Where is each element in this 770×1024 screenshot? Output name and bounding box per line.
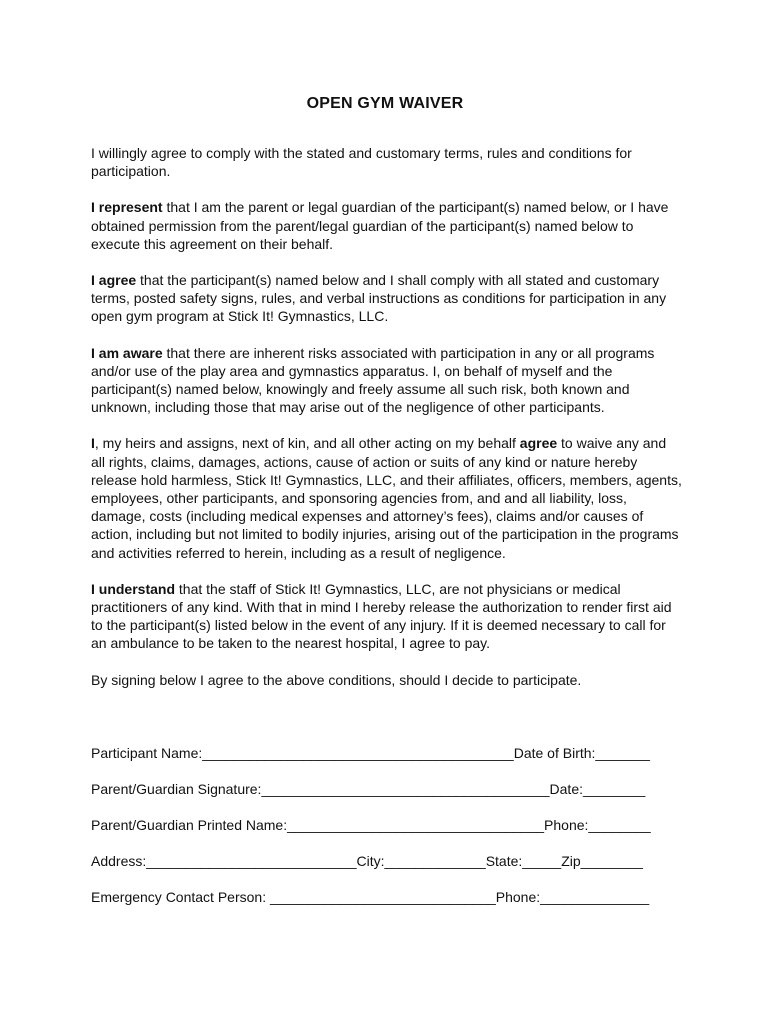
page-title: OPEN GYM WAIVER <box>306 95 464 112</box>
address-line[interactable]: Address:___________________________City:_____________State:_____Zip________ <box>91 853 643 869</box>
paragraph-signing: By signing below I agree to the above conditions, should I decide to participate. <box>91 671 582 688</box>
paragraph-aware <box>91 344 683 417</box>
participant-name-line[interactable]: Participant Name:________________________________________Date of Birth:_______ <box>91 745 650 761</box>
bold-lead: I understand <box>91 580 176 597</box>
bold-lead: I represent <box>91 199 163 216</box>
paragraph-text: that the participant(s) named below and I shall comply with all stated and customary terms, posted safety signs, rules, and verbal instructions as conditions for participation in any open gym program at Stick It! Gymnastics, LLC. <box>91 272 667 325</box>
bold-lead: I am aware <box>91 344 163 361</box>
bold-lead: I <box>91 435 95 452</box>
bold-lead: I agree <box>91 272 137 289</box>
waiver-body <box>91 144 683 689</box>
paragraph-represent <box>91 198 683 253</box>
paragraph-text: to waive any and all rights, claims, damages, actions, cause of action or suits of any kind or nature hereby release hold harmless, Stick It! Gymnastics, LLC, and their affiliates, officers, members, agents, employees, other participants, and sponsoring agencies from, and and all liability, loss, damage, costs (including medical expenses and attorney’s fees), claims and/or causes of action, including but not limited to bodily injuries, arising out of the participation in the programs and activities referred to herein, including as a result of negligence. <box>91 435 682 561</box>
paragraph-text: that I am the parent or legal guardian of the participant(s) named below, or I have obtained permission from the parent/legal guardian of the participant(s) named below to execute this agreement on their behalf. <box>91 199 669 252</box>
paragraph-text: that there are inherent risks associated with participation in any or all programs and/or use of the play area and gymnastics apparatus. I, on behalf of myself and the participant(s) named below, knowingly and freely assume all such risk, both known and unknown, including those that may arise out of the negligence of other participants. <box>91 344 655 416</box>
paragraph-agree <box>91 271 683 326</box>
guardian-signature-line[interactable]: Parent/Guardian Signature:_____________________________________Date:________ <box>91 781 646 797</box>
emergency-contact-line[interactable]: Emergency Contact Person: _____________________________Phone:______________ <box>91 889 650 905</box>
paragraph-waive <box>91 434 683 561</box>
bold-agree: agree <box>519 435 558 452</box>
signature-fields <box>91 744 683 924</box>
guardian-printed-name-line[interactable]: Parent/Guardian Printed Name:_________________________________Phone:________ <box>91 817 651 833</box>
paragraph-understand <box>91 580 683 653</box>
paragraph-text: , my heirs and assigns, next of kin, and all other acting on my behalf <box>94 435 520 452</box>
paragraph-text: that the staff of Stick It! Gymnastics, LLC, are not physicians or medical practitioners of any kind. With that in mind I hereby release the authorization to render first aid to the participant(s) listed below in the event of any injury. If it is deemed necessary to call for an ambulance to be taken to the nearest hospital, I agree to pay. <box>91 580 672 652</box>
paragraph-comply: I willingly agree to comply with the stated and customary terms, rules and conditions for participation. <box>91 145 632 180</box>
